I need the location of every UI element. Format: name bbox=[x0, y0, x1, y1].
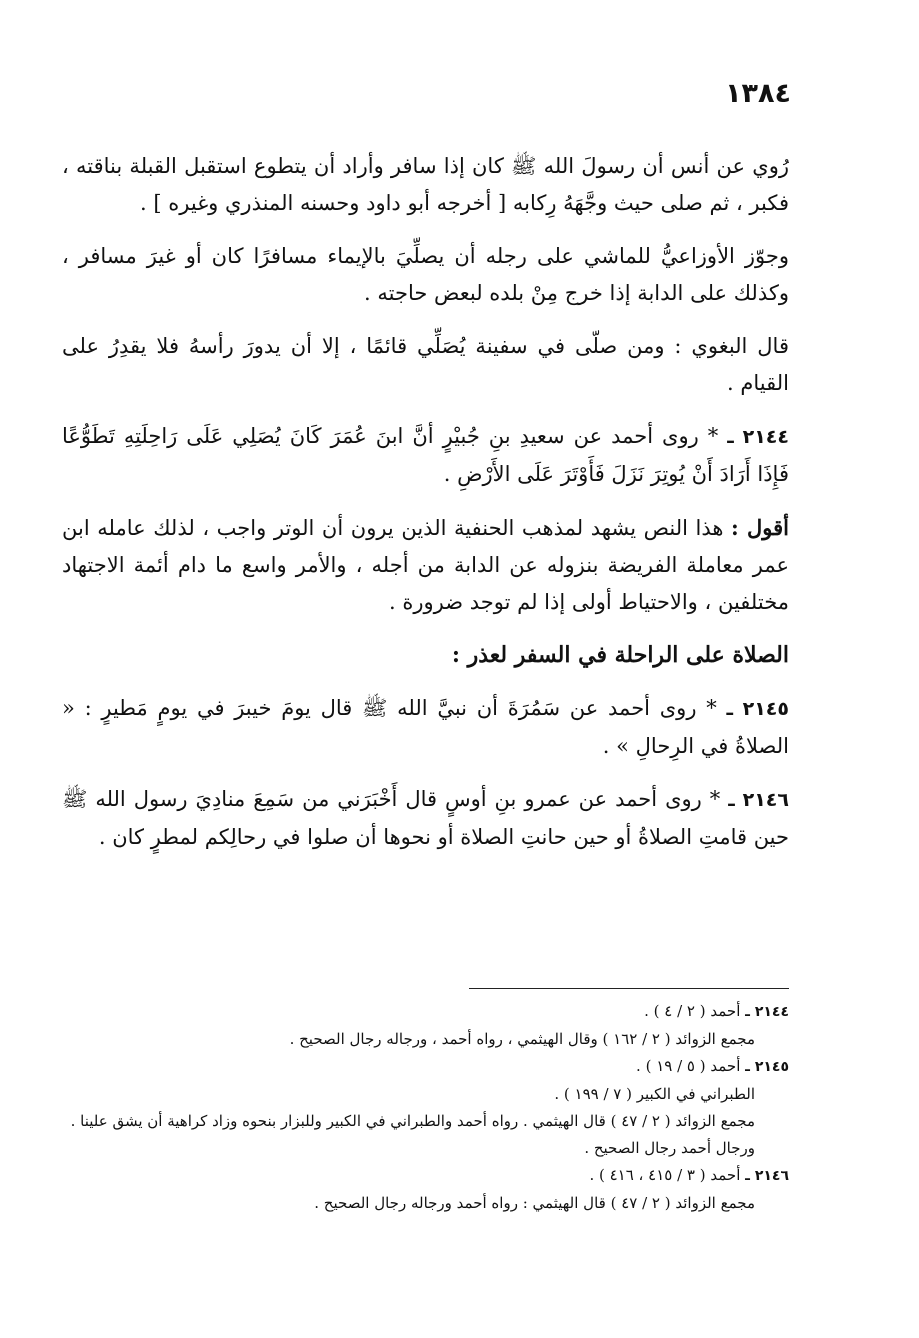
footnote bbox=[62, 1162, 789, 1190]
footnote bbox=[62, 1135, 789, 1162]
paragraph-aqul bbox=[62, 509, 789, 621]
footnote-text: أحمد ( ٥ / ١٩ ) . bbox=[636, 1057, 741, 1075]
footnote bbox=[62, 1053, 789, 1081]
footnote bbox=[62, 1108, 789, 1135]
paragraph-baghawi: قال البغوي : ومن صلّى في سفينة يُصَلِّي قائمًا ، إلا أن يدورَ رأسهُ فلا يقدِرُ على القيام . bbox=[62, 334, 789, 395]
footnotes bbox=[62, 998, 789, 1217]
footnote-text: أحمد ( ٢ / ٤ ) . bbox=[644, 1002, 741, 1020]
footnote bbox=[62, 1190, 789, 1217]
footnote-number: ٢١٤٤ ـ bbox=[745, 1004, 789, 1020]
footnote bbox=[62, 1026, 789, 1053]
footnote-text: مجمع الزوائد ( ٢ / ٤٧ ) قال الهيثمي . رواه أحمد والطبراني في الكبير وللبزار بنحوه وزاد كراهية أن يشق علينا . bbox=[70, 1112, 755, 1130]
hadith-2144 bbox=[62, 418, 789, 493]
aqul-lead: أقول : bbox=[731, 515, 789, 540]
footnote-text: الطبراني في الكبير ( ٧ / ١٩٩ ) . bbox=[554, 1085, 755, 1103]
footnote-number: ٢١٤٦ ـ bbox=[745, 1168, 789, 1184]
hadith-2145 bbox=[62, 690, 789, 765]
aqul-text: هذا النص يشهد لمذهب الحنفية الذين يرون أن الوتر واجب ، لذلك عامله ابن عمر معاملة الفريضة بنزوله عن الدابة من أجله ، والأمر واسع ما دام أئمة الاجتهاد مختلفين ، والاحتياط أولى إذا لم توجد ضرورة . bbox=[62, 516, 789, 614]
hadith-text: * روى أحمد عن عمرو بنِ أوسٍ قال أَخْبَرَني من سَمِعَ منادِيَ رسول الله ﷺ حين قامتِ الصلاةُ أو حين حانتِ الصلاة أو نحوها أن صلوا في رحالِكم لمطرٍ كان . bbox=[62, 787, 789, 849]
hadith-text: * روى أحمد عن سعيدِ بنِ جُبيْرٍ أنَّ ابنَ عُمَرَ كَانَ يُصَلِي عَلَى رَاحِلَتِهِ تَطَوُّعًا فَإِذَا أَرَادَ أَنْ يُوتِرَ نَزَلَ فَأَوْتَرَ عَلَى الأَرْضِ . bbox=[62, 424, 789, 486]
section-heading: الصلاة على الراحلة في السفر لعذر : bbox=[451, 642, 789, 668]
footnote-divider bbox=[469, 988, 789, 989]
main-text bbox=[62, 148, 789, 872]
footnote-number: ٢١٤٥ ـ bbox=[745, 1059, 789, 1075]
footnote bbox=[62, 1081, 789, 1108]
footnote-text: ورجال أحمد رجال الصحيح . bbox=[584, 1139, 755, 1157]
footnote-text: مجمع الزوائد ( ٢ / ٤٧ ) قال الهيثمي : رواه أحمد ورجاله رجال الصحيح . bbox=[314, 1194, 755, 1212]
hadith-text: * روى أحمد عن سَمُرَةَ أن نبيَّ الله ﷺ قال يومَ خيبرَ في يومٍ مَطيرٍ : « الصلاةُ في الرِحالِ » . bbox=[62, 696, 789, 758]
page-number: ١٣٨٤ bbox=[725, 78, 791, 109]
footnote-text: أحمد ( ٣ / ٤١٥ ، ٤١٦ ) . bbox=[589, 1166, 741, 1184]
footnote-text: مجمع الزوائد ( ٢ / ١٦٢ ) وقال الهيثمي ، رواه أحمد ، ورجاله رجال الصحيح . bbox=[289, 1030, 755, 1048]
footnote bbox=[62, 998, 789, 1026]
hadith-number: ٢١٤٦ ـ bbox=[728, 789, 789, 811]
hadith-2146 bbox=[62, 781, 789, 856]
hadith-number: ٢١٤٥ ـ bbox=[726, 698, 789, 720]
hadith-number: ٢١٤٤ ـ bbox=[727, 426, 789, 448]
paragraph-anas: رُوي عن أنس أن رسولَ الله ﷺ كان إذا سافر وأراد أن يتطوع استقبل القبلة بناقته ، فكبر ، ثم صلى حيث وجَّهَهُ رِكابه [ أخرجه أبو داود وحسنه المنذري وغيره ] . bbox=[62, 154, 789, 215]
paragraph-awzai: وجوّز الأوزاعيُّ للماشي على رجله أن يصلِّيَ بالإيماء مسافرًا كان أو غيرَ مسافر ، وكذلك على الدابة إذا خرج مِنْ بلده لبعض حاجته . bbox=[62, 244, 789, 305]
